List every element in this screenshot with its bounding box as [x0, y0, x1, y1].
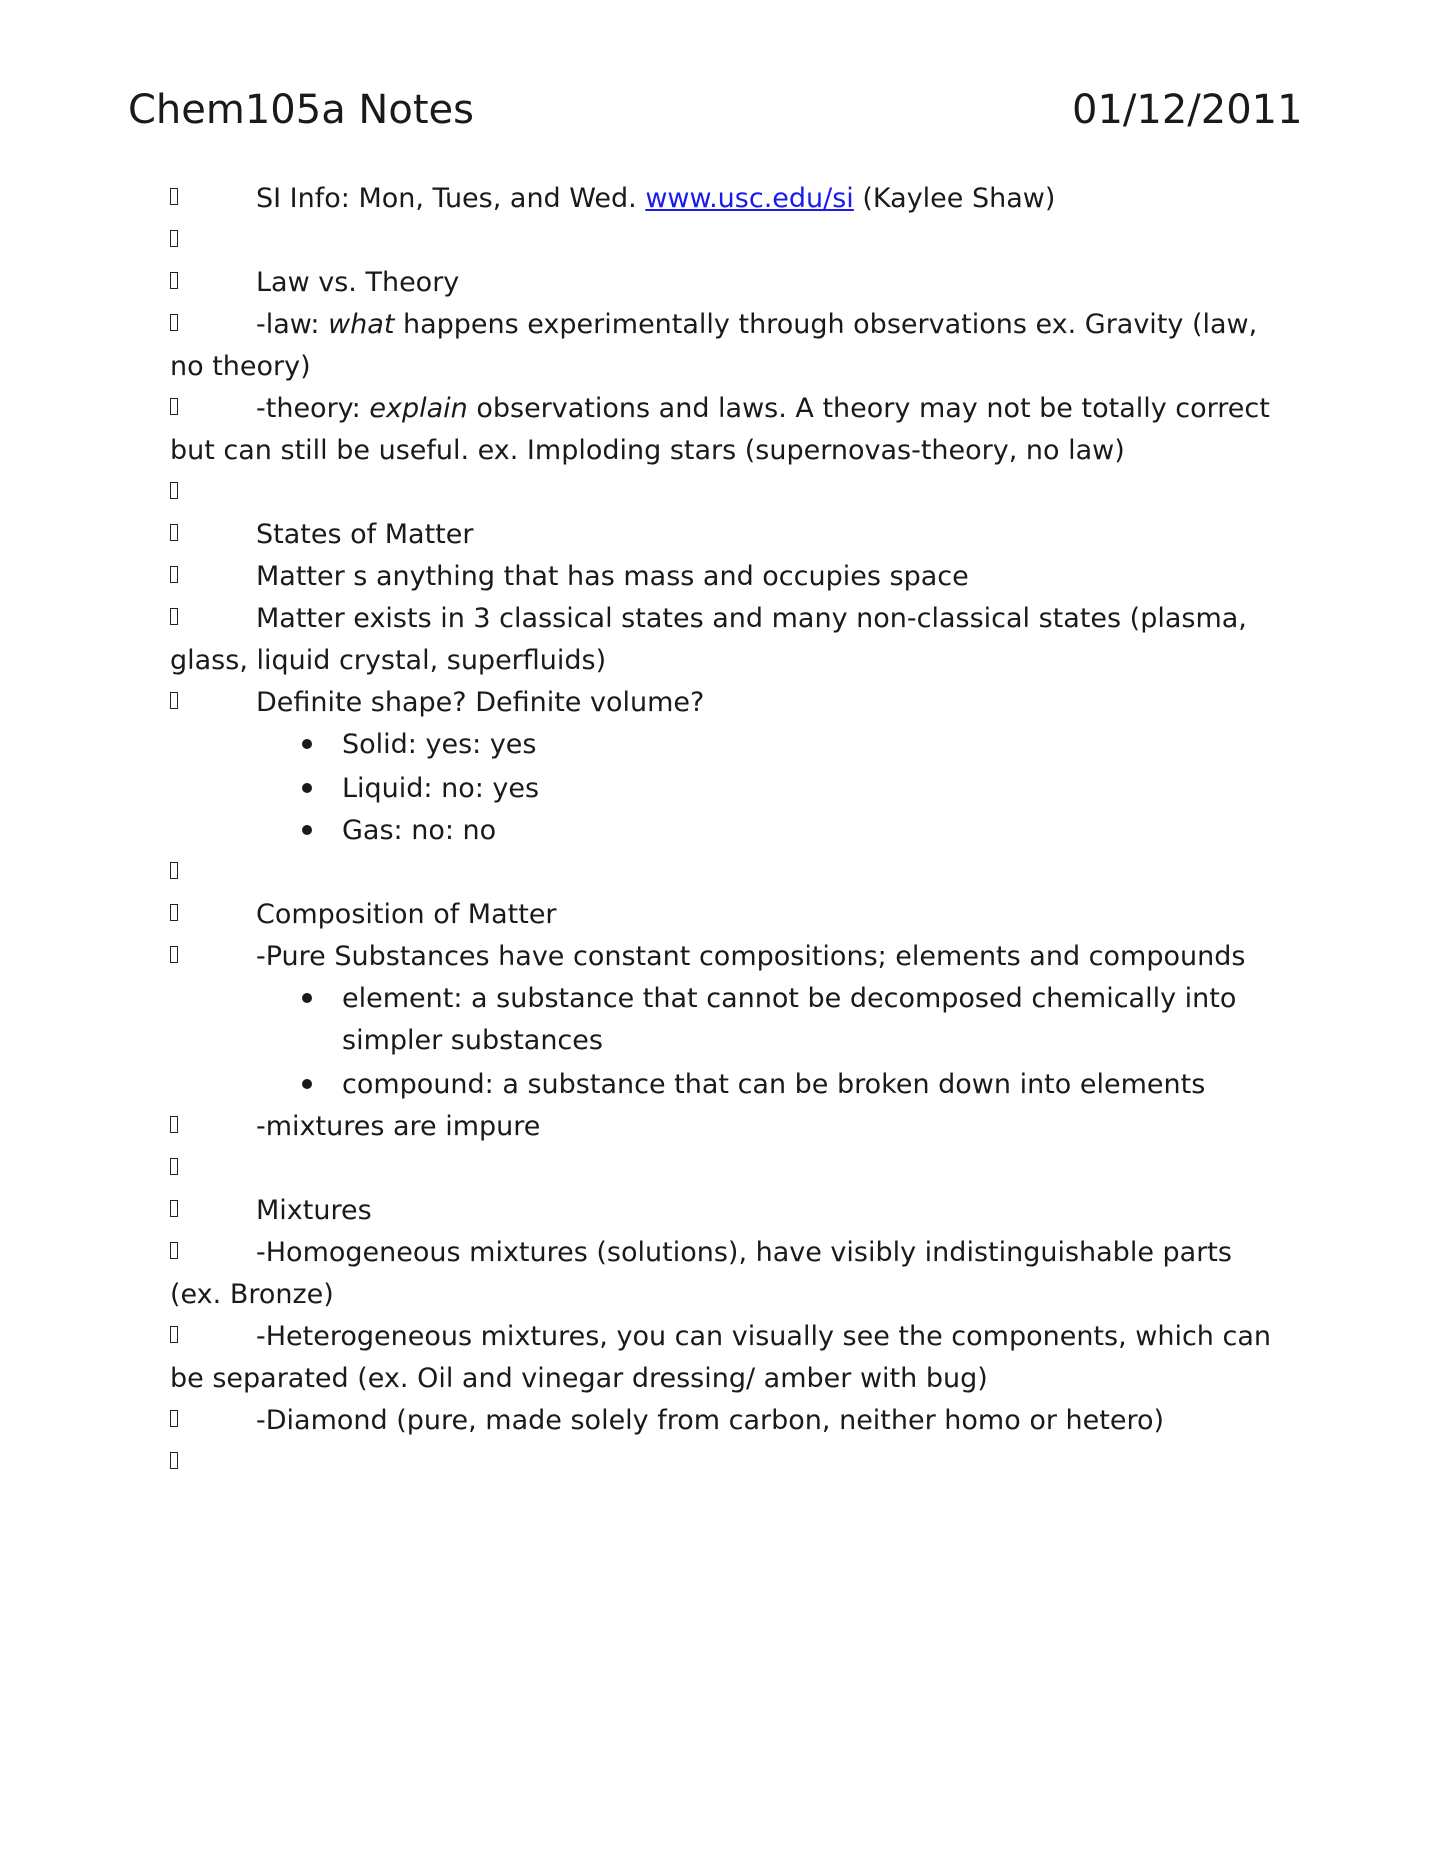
- note-paragraph: [170, 556, 1280, 598]
- heterogeneous-text: -Heterogeneous mixtures, you can visually see the components, which can be separated (ex. Oil and vinegar dressing/ amber with bug): [170, 1321, 1271, 1394]
- note-paragraph: [170, 598, 1280, 682]
- missing-glyph-icon: [170, 566, 178, 583]
- missing-glyph-icon: [170, 1116, 178, 1133]
- note-paragraph: [170, 514, 1280, 556]
- bullet-icon: [302, 783, 312, 793]
- theory-prefix: -theory:: [256, 393, 370, 424]
- matter-states-text: Matter exists in 3 classical states and many non-classical states (plasma, glass, liquid crystal, superfluids): [170, 603, 1247, 676]
- note-paragraph: [170, 1190, 1280, 1232]
- section-heading: States of Matter: [256, 519, 474, 550]
- notes-body: [170, 178, 1280, 1484]
- note-paragraph: [170, 262, 1280, 304]
- note-paragraph: [170, 304, 1280, 388]
- list-item: [298, 1064, 1280, 1106]
- bullet-text: Liquid: no: yes: [342, 773, 540, 804]
- list-item: [298, 978, 1280, 1062]
- missing-glyph-icon: [170, 272, 178, 289]
- note-paragraph: [170, 1316, 1280, 1400]
- theory-text: observations and laws. A theory may not be totally correct but can still be useful. ex. Imploding stars (supernovas-theory, no law): [170, 393, 1270, 466]
- missing-glyph-icon: [170, 524, 178, 541]
- missing-glyph-icon: [170, 188, 178, 205]
- list-item: [298, 724, 1280, 766]
- bullet-icon: [302, 825, 312, 835]
- si-info-text: SI Info: Mon, Tues, and Wed.: [256, 183, 646, 214]
- homogeneous-text: -Homogeneous mixtures (solutions), have visibly indistinguishable parts (ex. Bronze): [170, 1237, 1232, 1310]
- missing-glyph-icon: [170, 230, 178, 247]
- bullet-text: compound: a substance that can be broken down into elements: [342, 1069, 1206, 1100]
- bullet-text: element: a substance that cannot be decomposed chemically into simpler substances: [342, 983, 1237, 1056]
- missing-glyph-icon: [170, 946, 178, 963]
- law-emphasis: what: [328, 309, 395, 340]
- empty-paragraph: [170, 1442, 1280, 1484]
- section-heading: Law vs. Theory: [256, 267, 460, 298]
- missing-glyph-icon: [170, 1158, 178, 1175]
- section-heading: Mixtures: [256, 1195, 372, 1226]
- list-item: [298, 768, 1280, 810]
- note-paragraph: [170, 178, 1280, 220]
- matter-definition: Matter s anything that has mass and occupies space: [256, 561, 969, 592]
- list-item: [298, 810, 1280, 852]
- missing-glyph-icon: [170, 1242, 178, 1259]
- section-heading: Composition of Matter: [256, 899, 557, 930]
- missing-glyph-icon: [170, 398, 178, 415]
- bullet-icon: [302, 1079, 312, 1089]
- document-date: 01/12/2011: [1072, 87, 1303, 133]
- diamond-text: -Diamond (pure, made solely from carbon, neither homo or hetero): [256, 1405, 1165, 1436]
- missing-glyph-icon: [170, 862, 178, 879]
- mixtures-impure-text: -mixtures are impure: [256, 1111, 541, 1142]
- note-paragraph: [170, 388, 1280, 472]
- note-paragraph: [170, 894, 1280, 936]
- missing-glyph-icon: [170, 692, 178, 709]
- bullet-icon: [302, 993, 312, 1003]
- note-paragraph: [170, 1232, 1280, 1316]
- note-paragraph: [170, 1106, 1280, 1148]
- law-text: happens experimentally through observations ex. Gravity (law, no theory): [170, 309, 1258, 382]
- empty-paragraph: [170, 1148, 1280, 1190]
- bullet-text: Gas: no: no: [342, 815, 497, 846]
- note-paragraph: [170, 1400, 1280, 1442]
- missing-glyph-icon: [170, 1200, 178, 1217]
- empty-paragraph: [170, 220, 1280, 262]
- bullet-icon: [302, 739, 312, 749]
- si-info-suffix: (Kaylee Shaw): [853, 183, 1056, 214]
- empty-paragraph: [170, 852, 1280, 894]
- missing-glyph-icon: [170, 1452, 178, 1469]
- missing-glyph-icon: [170, 314, 178, 331]
- bullet-text: Solid: yes: yes: [342, 729, 537, 760]
- empty-paragraph: [170, 472, 1280, 514]
- document-title: Chem105a Notes: [128, 87, 474, 133]
- note-paragraph: [170, 682, 1280, 724]
- pure-substances-text: -Pure Substances have constant compositions; elements and compounds: [256, 941, 1246, 972]
- definite-question: Definite shape? Definite volume?: [256, 687, 705, 718]
- missing-glyph-icon: [170, 1410, 178, 1427]
- missing-glyph-icon: [170, 1326, 178, 1343]
- missing-glyph-icon: [170, 608, 178, 625]
- si-link[interactable]: www.usc.edu/si: [645, 183, 854, 214]
- theory-emphasis: explain: [369, 393, 468, 424]
- missing-glyph-icon: [170, 482, 178, 499]
- law-prefix: -law:: [256, 309, 329, 340]
- note-paragraph: [170, 936, 1280, 978]
- missing-glyph-icon: [170, 904, 178, 921]
